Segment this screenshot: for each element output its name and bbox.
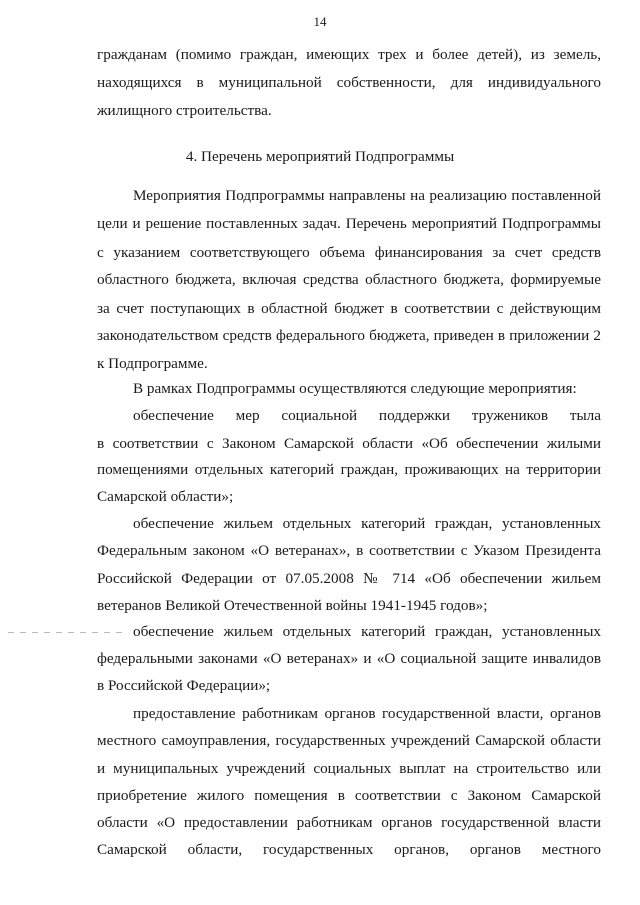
text-line: федеральными законами «О ветеранах» и «О социальной защите инвалидов (97, 650, 601, 667)
text-line: и муниципальных учреждений социальных выплат на строительство или (97, 760, 601, 777)
text-line: гражданам (помимо граждан, имеющих трех и более детей), из земель, (97, 46, 601, 63)
text-line: Самарской области»; (97, 488, 234, 505)
text-line: местного самоуправления, государственных учреждений Самарской области (97, 732, 601, 749)
text-line: обеспечение жильем отдельных категорий граждан, установленных (133, 623, 601, 640)
text-line: предоставление работникам органов государственной власти, органов (133, 705, 601, 722)
text-line: цели и решение поставленных задач. Перечень мероприятий Подпрограммы (97, 215, 601, 232)
text-line: помещениями отдельных категорий граждан, проживающих на территории (97, 461, 601, 478)
text-line: законодательством средств федерального бюджета, приведен в приложении 2 (97, 327, 601, 344)
text-line: находящихся в муниципальной собственности, для индивидуального (97, 74, 601, 91)
text-line: области «О предоставлении работникам органов государственной власти (97, 814, 601, 831)
text-line: Российской Федерации от 07.05.2008 № 714 «Об обеспечении жильем (97, 570, 601, 587)
text-line: в Российской Федерации»; (97, 677, 271, 694)
section-heading: 4. Перечень мероприятий Подпрограммы (185, 148, 455, 165)
text-line: Самарской области, государственных органов, органов местного (97, 841, 601, 858)
text-line: ветеранов Великой Отечественной войны 1941-1945 годов»; (97, 597, 488, 614)
text-line: жилищного строительства. (97, 102, 272, 119)
text-line: обеспечение мер социальной поддержки тружеников тыла (133, 407, 601, 424)
text-line: Мероприятия Подпрограммы направлены на реализацию поставленной (133, 187, 601, 204)
text-line: приобретение жилого помещения в соответствии с Законом Самарской (97, 787, 601, 804)
text-line: Федеральным законом «О ветеранах», в соответствии с Указом Президента (97, 542, 601, 559)
text-line: обеспечение жильем отдельных категорий граждан, установленных (133, 515, 601, 532)
text-line: с указанием соответствующего объема финансирования за счет средств (97, 244, 601, 261)
text-line: к Подпрограмме. (97, 355, 208, 372)
scan-artifact (8, 632, 126, 634)
page-number: 14 (313, 14, 327, 29)
text-line: В рамках Подпрограммы осуществляются следующие мероприятия: (133, 380, 577, 397)
text-line: областного бюджета, включая средства областного бюджета, формируемые (97, 271, 601, 288)
text-line: в соответствии с Законом Самарской области «Об обеспечении жилыми (97, 435, 601, 452)
text-line: за счет поступающих в областной бюджет в соответствии с действующим (97, 300, 601, 317)
